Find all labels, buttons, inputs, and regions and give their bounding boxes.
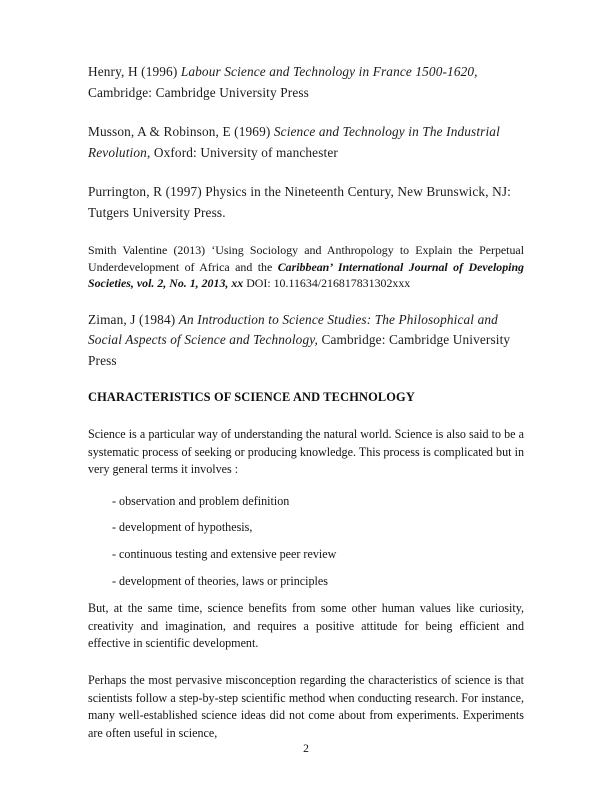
section-heading: CHARACTERISTICS OF SCIENCE AND TECHNOLOGY bbox=[88, 390, 415, 404]
list-item: - development of theories, laws or principles bbox=[112, 573, 328, 588]
reference-entry-purrington: Purrington, R (1997) Physics in the Nineteenth Century, New Brunswick, NJ: Tutgers University Press. bbox=[88, 184, 511, 220]
reference-publisher: Cambridge: Cambridge University Press bbox=[88, 84, 309, 100]
reference-publisher: , Oxford: University of manchester bbox=[146, 144, 338, 160]
reference-title: Science and Technology in The Industrial Revolution bbox=[88, 124, 500, 160]
body-paragraph-1: Science is a particular way of understanding the natural world. Science is also said to be a systematic process of seeking or producing knowledge. This process is complicated but in very general terms it involves : bbox=[88, 427, 524, 477]
page-number: 2 bbox=[303, 742, 309, 755]
body-paragraph-2: But, at the same time, science benefits from some other human values like curiosity, creativity and imagination, and requires a positive attitude for being efficient and effective in scientific development. bbox=[88, 601, 524, 651]
body-paragraph-3: Perhaps the most pervasive misconception regarding the characteristics of science is that scientists follow a step-by-step scientific method when conducting research. For instance, many well-established science ideas did not come about from experiments. Experiments are often useful in science, bbox=[88, 672, 524, 740]
reference-entry-smith-valentine bbox=[88, 242, 524, 292]
reference-author-year: Musson, A & Robinson, E (1969) bbox=[88, 124, 274, 139]
reference-author-year: Ziman, J (1984) bbox=[88, 311, 179, 327]
reference-entry-ziman bbox=[88, 310, 524, 372]
reference-entry-henry bbox=[88, 62, 524, 103]
reference-journal-title: Caribbean’ International Journal of Developing Societies, vol. 2, No. 1, 2013, xx bbox=[88, 259, 524, 290]
reference-publisher: Cambridge: Cambridge University Press bbox=[88, 332, 511, 368]
reference-entry-musson-robinson bbox=[88, 122, 524, 163]
reference-title: An Introduction to Science Studies: The Philosophical and Social Aspects of Science and Technology, bbox=[88, 311, 498, 347]
reference-author-year: Henry, H (1996) bbox=[88, 64, 181, 79]
reference-lead-text: Smith Valentine (2013) ‘Using Sociology and Anthropology to Explain the Perpetual Underdevelopment of Africa and the bbox=[88, 243, 524, 274]
list-item: - observation and problem definition bbox=[112, 493, 290, 508]
list-item: - development of hypothesis, bbox=[112, 520, 253, 535]
reference-doi: DOI: 10.11634/216817831302xxx bbox=[243, 276, 411, 290]
page-content bbox=[88, 62, 524, 756]
process-steps-list bbox=[88, 493, 524, 590]
reference-title: Labour Science and Technology in France 1500-1620, bbox=[180, 64, 478, 79]
list-item: - continuous testing and extensive peer review bbox=[112, 546, 337, 561]
